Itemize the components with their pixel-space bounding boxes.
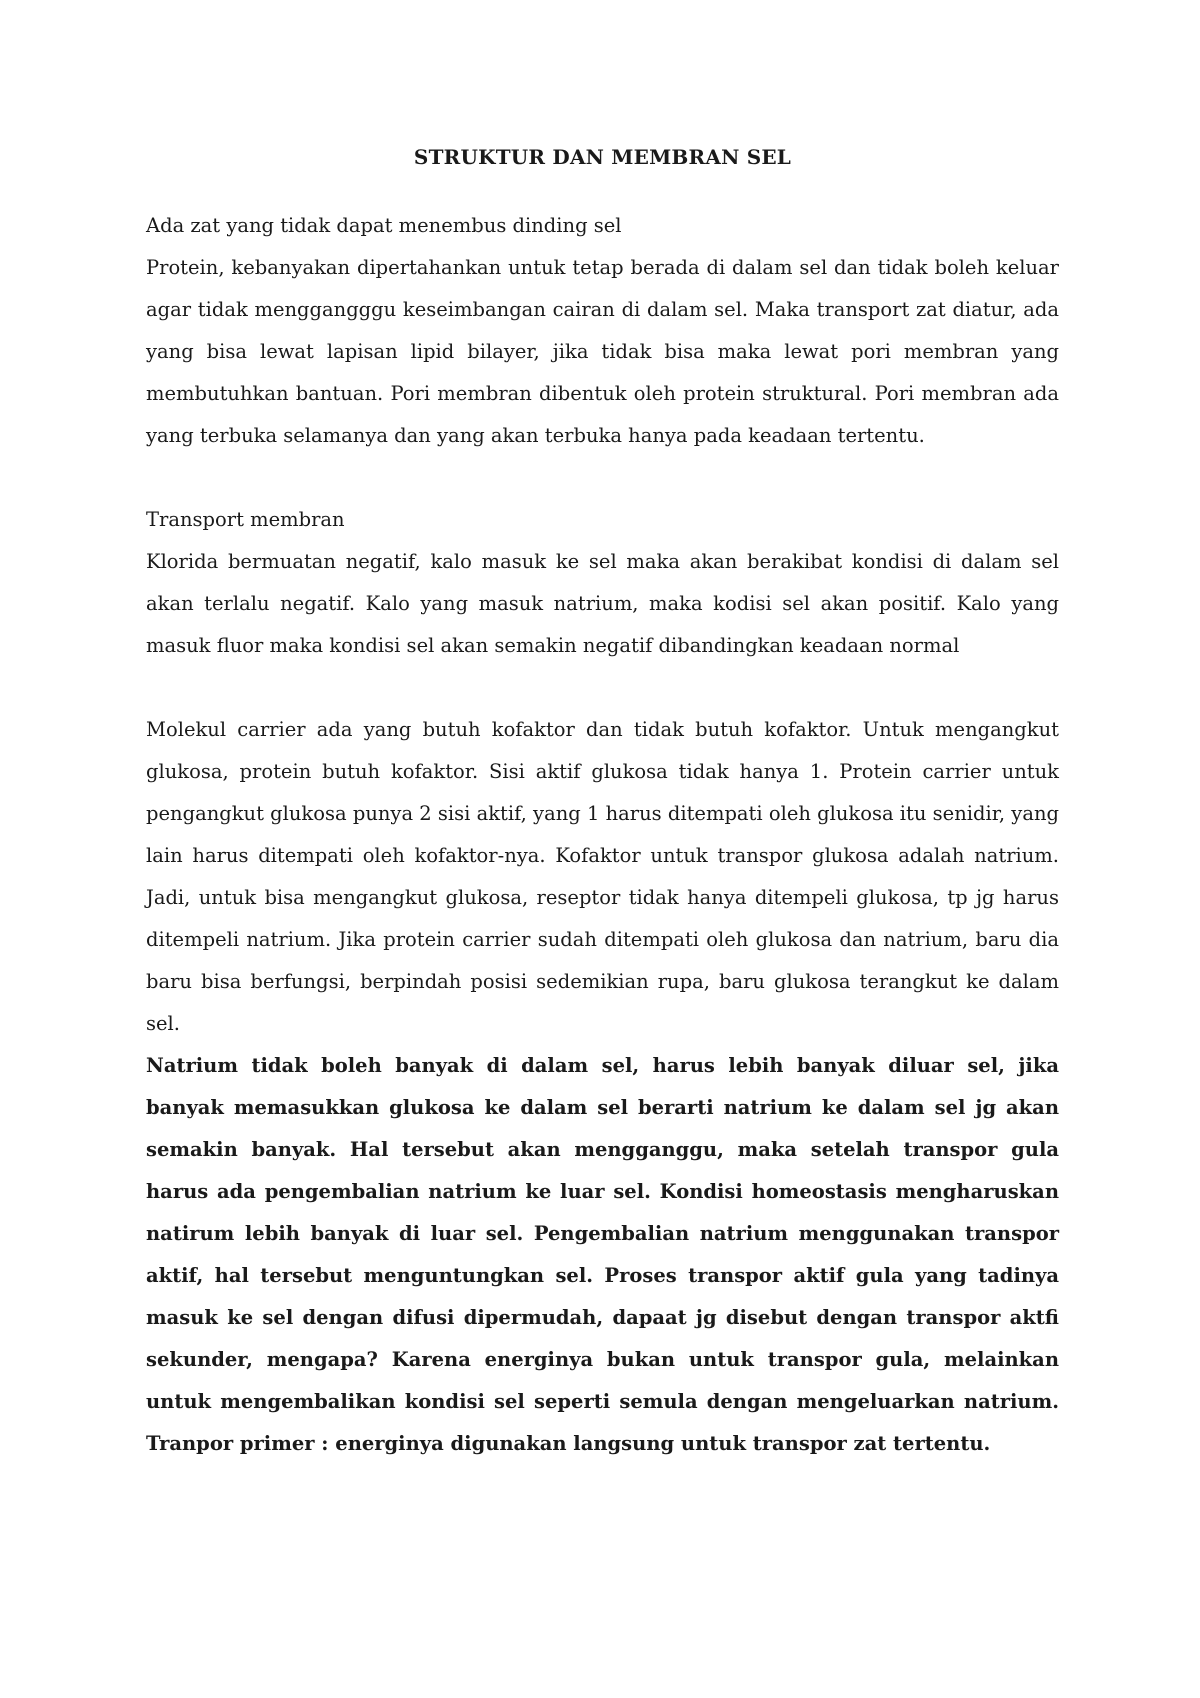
section-2 — [146, 499, 1059, 667]
section-3 — [146, 709, 1059, 1045]
section-1-body: Protein, kebanyakan dipertahankan untuk tetap berada di dalam sel dan tidak boleh keluar agar tidak menggangggu keseimbangan cairan di dalam sel. Maka transport zat diatur, ada yang bisa lewat lapisan lipid bilayer, jika tidak bisa maka lewat pori membran yang membutuhkan bantuan. Pori membran dibentuk oleh protein struktural. Pori membran ada yang terbuka selamanya dan yang akan terbuka hanya pada keadaan tertentu. — [146, 256, 1059, 447]
document-title: STRUKTUR DAN MEMBRAN SEL — [413, 145, 792, 169]
document-content — [146, 143, 1059, 1465]
section-2-body: Klorida bermuatan negatif, kalo masuk ke sel maka akan berakibat kondisi di dalam sel akan terlalu negatif. Kalo yang masuk natrium, maka kodisi sel akan positif. Kalo yang masuk fluor maka kondisi sel akan semakin negatif dibandingkan keadaan normal — [146, 550, 1059, 657]
section-3-bold-body: Natrium tidak boleh banyak di dalam sel, harus lebih banyak diluar sel, jika banyak memasukkan glukosa ke dalam sel berarti natrium ke dalam sel jg akan semakin banyak. Hal tersebut akan mengganggu, maka setelah transpor gula harus ada pengembalian natrium ke luar sel. Kondisi homeostasis mengharuskan natirum lebih banyak di luar sel. Pengembalian natrium menggunakan transpor aktif, hal tersebut menguntungkan sel. Proses transpor aktif gula yang tadinya masuk ke sel dengan difusi dipermudah, dapaat jg disebut dengan transpor aktfi sekunder, mengapa? Karena energinya bukan untuk transpor gula, melainkan untuk mengembalikan kondisi sel seperti semula dengan mengeluarkan natrium. Tranpor primer : energinya digunakan langsung untuk transpor zat tertentu. — [146, 1054, 1059, 1455]
section-2-heading: Transport membran — [146, 508, 345, 531]
section-1 — [146, 205, 1059, 457]
section-1-heading: Ada zat yang tidak dapat menembus dinding sel — [146, 214, 622, 237]
section-3-body: Molekul carrier ada yang butuh kofaktor dan tidak butuh kofaktor. Untuk mengangkut glukosa, protein butuh kofaktor. Sisi aktif glukosa tidak hanya 1. Protein carrier untuk pengangkut glukosa punya 2 sisi aktif, yang 1 harus ditempati oleh glukosa itu senidir, yang lain harus ditempati oleh kofaktor-nya. Kofaktor untuk transpor glukosa adalah natrium. Jadi, untuk bisa mengangkut glukosa, reseptor tidak hanya ditempeli glukosa, tp jg harus ditempeli natrium. Jika protein carrier sudah ditempati oleh glukosa dan natrium, baru dia baru bisa berfungsi, berpindah posisi sedemikian rupa, baru glukosa terangkut ke dalam sel. — [146, 718, 1059, 1035]
paragraph-gap — [146, 457, 1059, 499]
section-3-bold-paragraph — [146, 1045, 1059, 1465]
paragraph-gap — [146, 667, 1059, 709]
